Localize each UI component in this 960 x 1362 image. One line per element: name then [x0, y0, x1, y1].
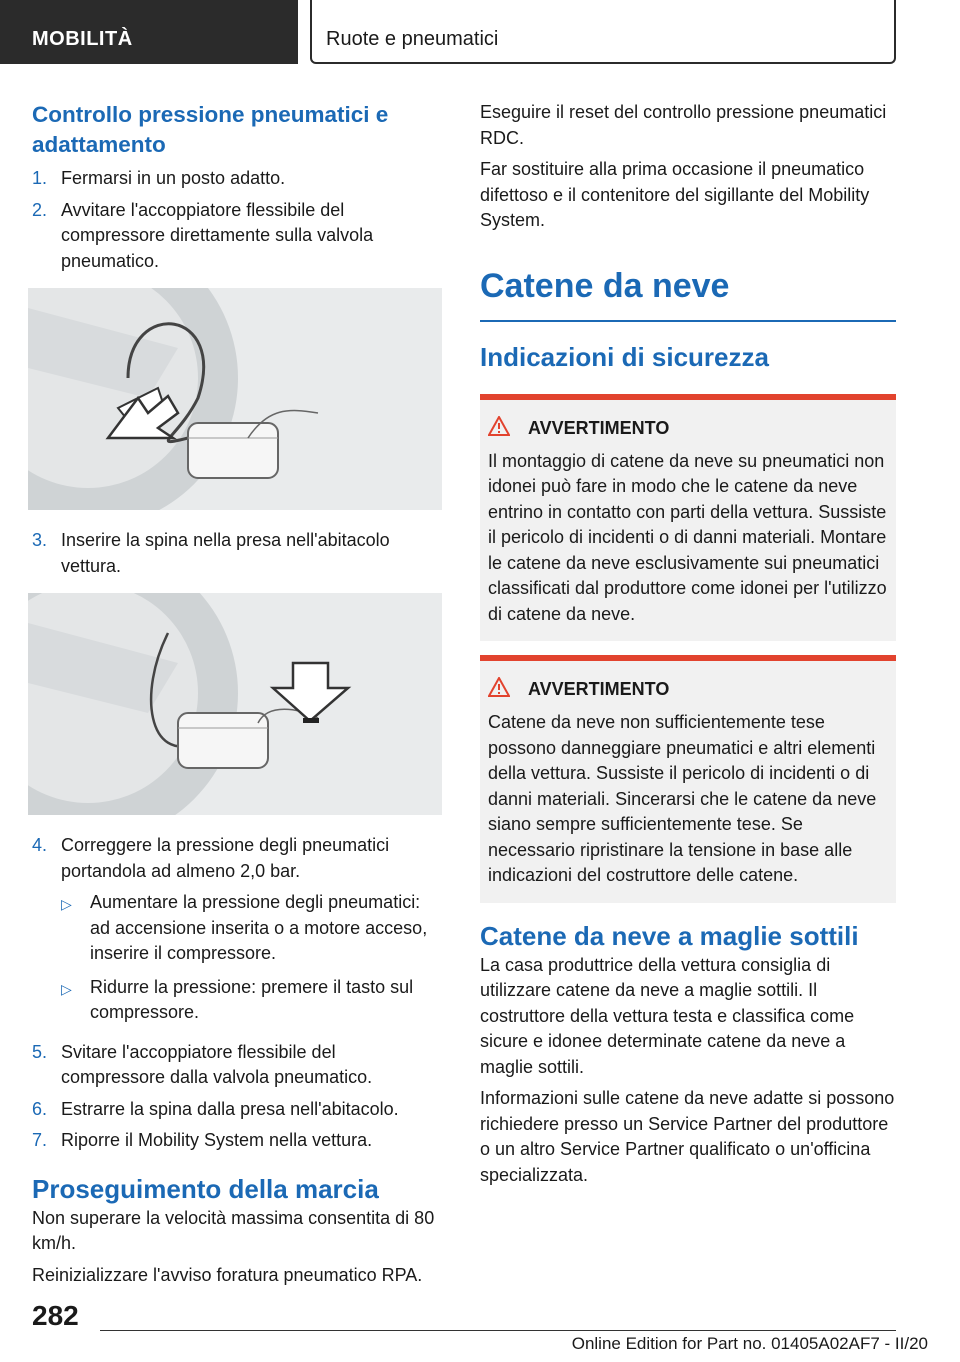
step-item: [32, 1040, 444, 1091]
triangle-bullet-icon: ▷: [61, 896, 72, 912]
warning-text: Il montaggio di catene da neve su pneumatici non idonei può fare in modo che le catene da neve entrino in contatto con parti della vettura. Sussiste il pericolo di incidenti o di danni materiali. Montare le catene da neve esclusivamente sui pneumatici classificati dal produttore come idonei per l'utilizzo di catene da neve.: [488, 450, 887, 624]
step-text: Correggere la pressione degli pneumatici portandola ad almeno 2,0 bar.: [61, 835, 390, 881]
paragraph-thin-chains-recommendation: La casa produttrice della vettura consiglia di utilizzare catene da neve a maglie sottili. Il costruttore della vettura testa e classifica come sicure e idonee determinate catene da neve a maglie sottili.: [480, 954, 855, 1077]
warning-box: [480, 655, 896, 903]
heading-safety-notes: Indicazioni di sicurezza: [480, 341, 769, 372]
sub-step-item: [61, 975, 444, 1026]
step-number: 2.: [32, 199, 48, 220]
steps-list-step4: [32, 833, 444, 1154]
warning-triangle-icon: [488, 416, 528, 441]
header-section-tab: [0, 0, 298, 64]
warning-title-row: [488, 416, 888, 441]
step-text: Riporre il Mobility System nella vettura.: [61, 1130, 373, 1150]
paragraph-rpa-reset: Reinizializzare l'avviso foratura pneumatico RPA.: [32, 1264, 423, 1285]
steps-list-step3: [32, 528, 444, 579]
step-number: 7.: [32, 1130, 48, 1150]
step-item: [32, 166, 444, 192]
footer-divider: [100, 1330, 896, 1331]
figure-compressor-valve: [28, 288, 442, 510]
header-chapter-label: Ruote e pneumatici: [326, 28, 499, 50]
paragraph-max-speed: Non superare la velocità massima consentita di 80 km/h.: [32, 1207, 435, 1253]
sub-step-text: Aumentare la pressione degli pneumatici: ad accensione inserita o a motore acceso, inserire il compressore.: [90, 892, 428, 963]
sub-step-item: [61, 890, 444, 967]
plug-socket-illustration: [28, 593, 442, 815]
left-column: [32, 100, 444, 1294]
paragraph-thin-chains-info: Informazioni sulle catene da neve adatte si possono richiedere presso un Service Partner del produttore o un altro Service Partner qualificato o un'officina specializzata.: [480, 1088, 895, 1185]
step-number: 3.: [32, 530, 48, 550]
steps-list-a: [32, 166, 444, 274]
step-number: 1.: [32, 168, 48, 188]
heading-snow-chains: Catene da neve: [480, 266, 730, 305]
step-item: [32, 528, 444, 579]
warning-title-row: [488, 677, 888, 702]
heading-pressure-check: Controllo pressione pneumatici e adattamento: [32, 102, 389, 157]
step-text: Svitare l'accoppiatore flessibile del compressore dalla valvola pneumatico.: [61, 1041, 373, 1087]
step-number: 5.: [32, 1041, 48, 1062]
sub-step-text: Ridurre la pressione: premere il tasto sul compressore.: [90, 976, 414, 1022]
paragraph-replace-tire: Far sostituire alla prima occasione il pneumatico difettoso e il contenitore del sigillante del Mobility System.: [480, 159, 870, 230]
page-number: 282: [32, 1300, 79, 1331]
heading-divider: [480, 320, 896, 322]
compressor-valve-illustration: [28, 288, 442, 510]
paragraph-rdc-reset: Eseguire il reset del controllo pressione pneumatici RDC.: [480, 102, 887, 148]
step-text: Avvitare l'accoppiatore flessibile del compressore direttamente sulla valvola pneumatico.: [61, 199, 374, 271]
step-body: [61, 833, 444, 1034]
warning-title: AVVERTIMENTO: [528, 679, 670, 699]
step-number: 4.: [32, 835, 48, 855]
warning-title: AVVERTIMENTO: [528, 417, 670, 438]
step-item: [32, 1097, 444, 1123]
step-text: Inserire la spina nella presa nell'abitacolo vettura.: [61, 530, 390, 576]
step-number: 6.: [32, 1098, 48, 1119]
footer-edition: Online Edition for Part no. 01405A02AF7 - II/20: [571, 1334, 928, 1353]
header-section-label: MOBILITÀ: [32, 28, 133, 50]
warning-text: Catene da neve non sufficientemente tese possono danneggiare pneumatici e altri elementi della vettura. Sussiste il pericolo di incidenti o di danni materiali. Sincerarsi che le catene da neve siano sempre sufficientemente tese. Se necessario ripristinare la tensione in base alle indicazioni del costruttore delle catene.: [488, 712, 877, 885]
step-item: [32, 198, 444, 275]
step-text: Estrarre la spina dalla presa nell'abitacolo.: [61, 1098, 399, 1119]
warning-box: [480, 394, 896, 642]
right-column: [480, 100, 896, 1194]
step-text: Fermarsi in un posto adatto.: [61, 168, 286, 188]
header-chapter-tab: [310, 0, 896, 64]
heading-continue-driving: Proseguimento della marcia: [32, 1173, 379, 1204]
figure-plug-socket: [28, 593, 442, 815]
heading-thin-link-chains: Catene da neve a maglie sottili: [480, 920, 859, 951]
step-item: [32, 1128, 444, 1154]
triangle-bullet-icon: ▷: [61, 980, 72, 997]
step-item: [32, 833, 444, 1034]
warning-triangle-icon: [488, 677, 528, 702]
